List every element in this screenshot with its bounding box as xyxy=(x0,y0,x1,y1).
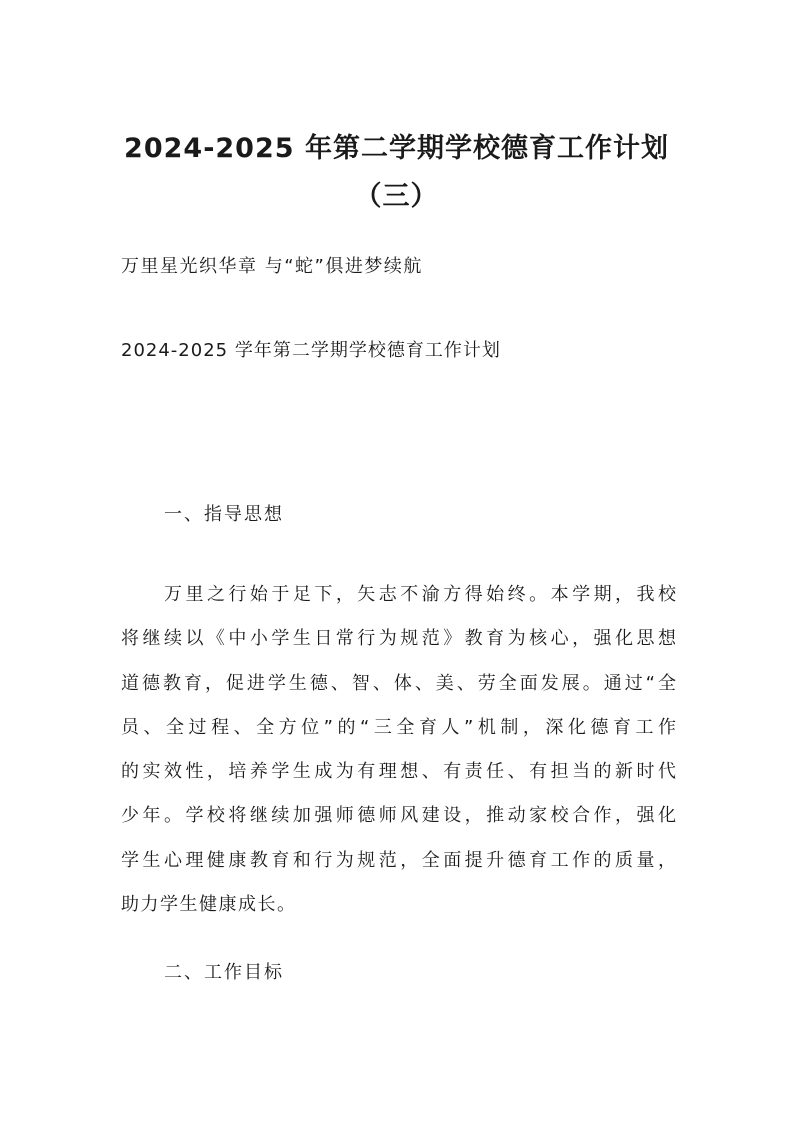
paragraph-line: 的实效性，培养学生成为有理想、有责任、有担当的新时代 xyxy=(121,761,676,783)
paragraph-line: 助力学生健康成长。 xyxy=(121,894,297,916)
section-heading-work-goals: 二、工作目标 xyxy=(164,962,284,983)
paragraph-line: 少年。学校将继续加强师德师风建设，推动家校合作，强化 xyxy=(121,805,676,827)
paragraph-line: 万里之行始于足下，矢志不渝方得始终。本学期，我校 xyxy=(164,584,676,605)
document-subtitle-plan: 2024-2025 学年第二学期学校德育工作计划 xyxy=(121,340,501,361)
paragraph-line: 学生心理健康教育和行为规范，全面提升德育工作的质量， xyxy=(121,849,676,871)
document-title-suffix: （三） xyxy=(354,181,439,212)
section-paragraph xyxy=(121,582,676,936)
paragraph-line: 员、全过程、全方位”的“三全育人”机制，深化德育工作 xyxy=(121,716,676,738)
document-subtitle: 万里星光织华章 与“蛇”俱进梦续航 xyxy=(121,256,423,277)
section-heading-guiding-ideology: 一、指导思想 xyxy=(164,504,284,525)
document-title: 2024-2025 年第二学期学校德育工作计划 xyxy=(124,133,669,164)
paragraph-line: 道德教育，促进学生德、智、体、美、劳全面发展。通过“全 xyxy=(121,672,676,694)
paragraph-line: 将继续以《中小学生日常行为规范》教育为核心，强化思想 xyxy=(121,628,676,650)
